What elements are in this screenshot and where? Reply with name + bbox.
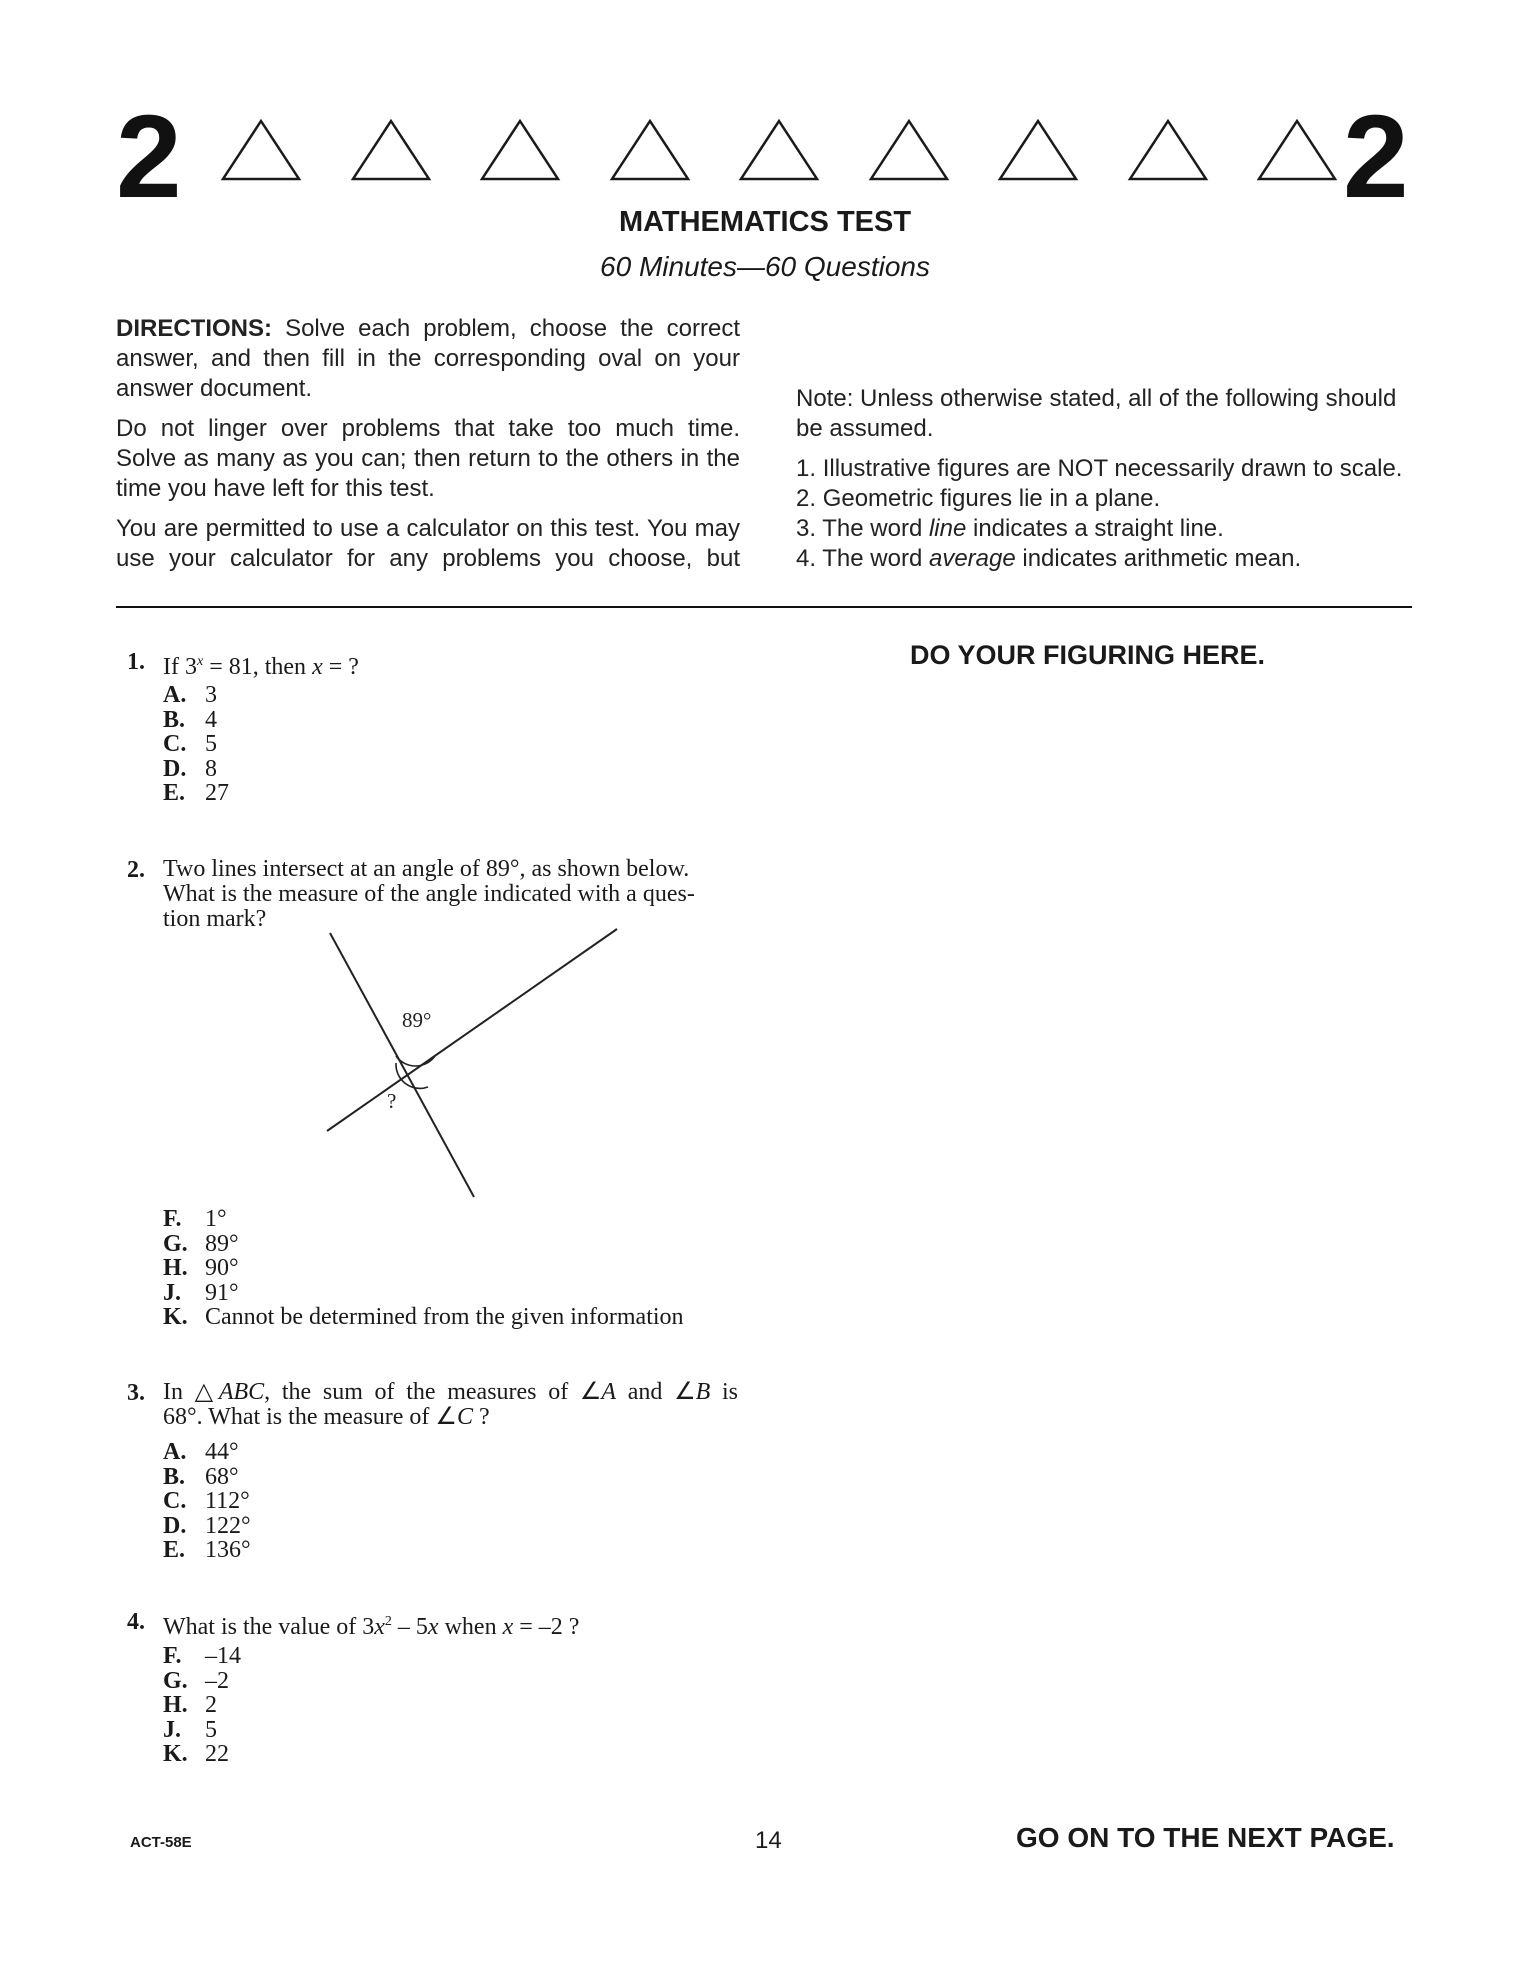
question-1-choices [163, 683, 229, 806]
angle-label-89: 89° [402, 1008, 432, 1032]
answer-choice[interactable]: C. 5 [163, 731, 217, 757]
page-subtitle: 60 Minutes—60 Questions [600, 251, 930, 282]
page-number: 14 [755, 1827, 782, 1854]
triangle-icon [350, 118, 432, 182]
answer-choice[interactable]: H. 2 [163, 1692, 217, 1718]
page-title: MATHEMATICS TEST [618, 206, 912, 238]
answer-choice[interactable]: A. 3 [163, 682, 217, 708]
directions-paragraph-3: You are permitted to use a calculator on this test. You may use your calculator for any problems you choose, but [116, 515, 740, 572]
triangle-icon [1256, 118, 1338, 182]
next-page-notice: GO ON TO THE NEXT PAGE. [1016, 1822, 1395, 1853]
directions-paragraph-3-continued [796, 314, 1412, 374]
triangle-icon [609, 118, 691, 182]
answer-choice[interactable]: B. 4 [163, 706, 217, 733]
question-4-choices [163, 1644, 241, 1767]
form-code: ACT-58E [130, 1834, 192, 1851]
assumption-list [796, 454, 1412, 574]
answer-choice[interactable]: K. Cannot be determined from the given information [163, 1304, 684, 1330]
assumption-item: 4. The word average indicates arithmetic mean. [796, 545, 1302, 572]
directions-left-column [116, 314, 740, 584]
question-1-stem: If $3^x = 81$, then x = ? [163, 654, 359, 680]
answer-choice[interactable]: C. 112° [163, 1488, 250, 1514]
answer-choice[interactable]: K. 22 [163, 1741, 229, 1767]
figuring-area-label: DO YOUR FIGURING HERE. [910, 640, 1266, 670]
section-number-left: 2 [116, 91, 182, 223]
question-3-choices [163, 1440, 251, 1563]
question-3-stem: In △ABC, the sum of the measures of ∠A and ∠B is 68°. What is the measure of ∠C ? [163, 1379, 738, 1430]
answer-choice[interactable]: H. 90° [163, 1255, 239, 1281]
question-4-stem: What is the value of $3x^2 - 5x$ when x = –2 ? [163, 1614, 580, 1640]
question-2-number: 2. [127, 857, 145, 883]
directions-right-column [796, 314, 1412, 574]
assumption-item: 3. The word line indicates a straight line. [796, 515, 1224, 542]
question-4-number: 4. [127, 1609, 145, 1635]
triangle-icon [868, 118, 950, 182]
answer-choice[interactable]: G. 89° [163, 1230, 239, 1257]
directions-paragraph-2: Do not linger over problems that take too much time. Solve as many as you can; then return to the others in the time you have left for this test. [116, 415, 740, 502]
answer-choice[interactable]: G. –2 [163, 1667, 229, 1694]
answer-choice[interactable]: E. 136° [163, 1537, 251, 1563]
intersecting-lines-figure [270, 915, 630, 1210]
answer-choice[interactable]: J. 5 [163, 1716, 217, 1743]
answer-choice[interactable]: D. 8 [163, 755, 217, 782]
answer-choice[interactable]: A. 44° [163, 1439, 239, 1465]
directions-note: Note: Unless otherwise stated, all of the following should be assumed. [796, 385, 1397, 442]
directions-label: DIRECTIONS: [116, 315, 272, 342]
triangle-icon [738, 118, 820, 182]
line-a [327, 929, 617, 1131]
question-2-stem: Two lines intersect at an angle of 89°, as shown below. What is the measure of the angle indicated with a ques- tion mark? [163, 856, 695, 932]
answer-choice[interactable]: F. –14 [163, 1643, 241, 1669]
question-2-choices [163, 1207, 684, 1330]
answer-choice[interactable]: E. 27 [163, 780, 229, 806]
assumption-item: 1. Illustrative figures are NOT necessarily drawn to scale. [796, 455, 1403, 482]
angle-label-unknown: ? [387, 1089, 397, 1113]
answer-choice[interactable]: F. 1° [163, 1206, 227, 1232]
triangle-icon [220, 118, 302, 182]
directions-paragraph-1: Solve each problem, choose the correct answer, and then fill in the corresponding oval on your answer document. [116, 315, 740, 402]
question-3-number: 3. [127, 1380, 145, 1406]
line-b [330, 933, 474, 1197]
triangle-icon [479, 118, 561, 182]
assumption-item: 2. Geometric figures lie in a plane. [796, 485, 1161, 512]
triangle-icon [1127, 118, 1209, 182]
answer-choice[interactable]: D. 122° [163, 1512, 251, 1539]
answer-choice[interactable]: J. 91° [163, 1279, 239, 1306]
answer-choice[interactable]: B. 68° [163, 1463, 239, 1490]
question-1-number: 1. [127, 649, 145, 675]
triangle-icon [997, 118, 1079, 182]
section-divider [116, 606, 1412, 608]
section-number-right: 2 [1343, 91, 1409, 223]
